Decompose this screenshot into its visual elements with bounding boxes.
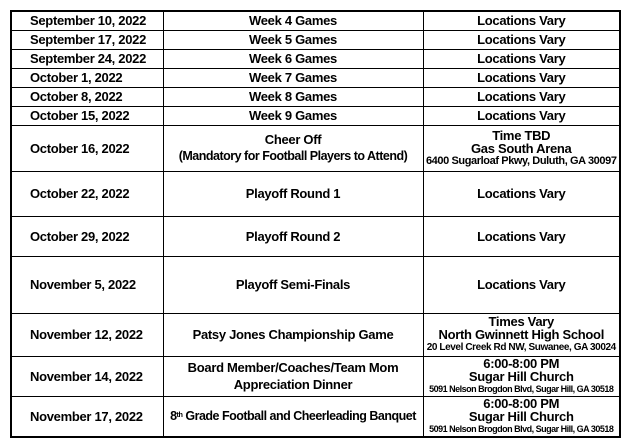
location-line: 6:00-8:00 PM: [483, 355, 560, 371]
date-cell: November 5, 2022: [11, 256, 163, 313]
table-row: [11, 125, 620, 171]
event-line: (Mandatory for Football Players to Attend): [178, 149, 408, 163]
date-cell: November 14, 2022: [11, 356, 163, 396]
location-line: Sugar Hill Church: [468, 408, 574, 424]
table-row: [11, 87, 620, 106]
date-cell: November 17, 2022: [11, 396, 163, 437]
table-row: [11, 49, 620, 68]
table-row: [11, 256, 620, 313]
location-cell: Locations Vary: [423, 11, 620, 30]
table-row: [11, 30, 620, 49]
event-line: Board Member/Coaches/Team Mom: [187, 360, 399, 375]
table-row: [11, 68, 620, 87]
schedule-table: [10, 10, 621, 438]
event-cell: [163, 396, 423, 437]
location-cell: Locations Vary: [423, 30, 620, 49]
event-cell: Week 4 Games: [163, 11, 423, 30]
date-cell: October 8, 2022: [11, 87, 163, 106]
event-cell: Patsy Jones Championship Game: [163, 313, 423, 356]
event-cell: Playoff Round 1: [163, 171, 423, 216]
date-cell: September 17, 2022: [11, 30, 163, 49]
event-cell: Week 9 Games: [163, 106, 423, 125]
date-cell: October 15, 2022: [11, 106, 163, 125]
table-row: [11, 356, 620, 396]
event-cell: [163, 356, 423, 396]
table-row: [11, 313, 620, 356]
date-cell: September 24, 2022: [11, 49, 163, 68]
location-address: 6400 Sugarloaf Pkwy, Duluth, GA 30097: [425, 154, 617, 167]
location-address: 5091 Nelson Brogdon Blvd, Sugar Hill, GA 30518: [429, 423, 614, 434]
ordinal-suffix: th: [176, 409, 183, 419]
location-cell: Locations Vary: [423, 68, 620, 87]
location-line: Gas South Arena: [471, 140, 572, 156]
event-text: 8: [170, 409, 177, 423]
table-row: [11, 106, 620, 125]
location-line: Times Vary: [488, 314, 554, 329]
event-cell: Week 5 Games: [163, 30, 423, 49]
location-line: Sugar Hill Church: [468, 368, 574, 384]
location-line: North Gwinnett High School: [438, 327, 605, 342]
location-cell: Locations Vary: [423, 49, 620, 68]
date-cell: October 16, 2022: [11, 125, 163, 171]
event-cell: Week 7 Games: [163, 68, 423, 87]
date-cell: November 12, 2022: [11, 313, 163, 356]
location-cell: Locations Vary: [423, 171, 620, 216]
table-row: [11, 396, 620, 437]
event-line: Cheer Off: [264, 132, 322, 147]
location-cell: [423, 356, 620, 396]
location-line: 6:00-8:00 PM: [483, 395, 560, 411]
location-address: 5091 Nelson Brogdon Blvd, Sugar Hill, GA 30518: [429, 383, 614, 394]
event-cell: Playoff Round 2: [163, 216, 423, 256]
event-cell: Week 6 Games: [163, 49, 423, 68]
date-cell: September 10, 2022: [11, 11, 163, 30]
location-line: Time TBD: [492, 127, 551, 143]
location-cell: Locations Vary: [423, 256, 620, 313]
date-cell: October 1, 2022: [11, 68, 163, 87]
event-text: Grade Football and Cheerleading Banquet: [182, 409, 416, 423]
event-cell: [163, 125, 423, 171]
table-row: [11, 11, 620, 30]
date-cell: October 22, 2022: [11, 171, 163, 216]
table-row: [11, 216, 620, 256]
event-cell: Week 8 Games: [163, 87, 423, 106]
date-cell: October 29, 2022: [11, 216, 163, 256]
location-address: 20 Level Creek Rd NW, Suwanee, GA 30024: [426, 342, 616, 353]
location-cell: [423, 125, 620, 171]
table-row: [11, 171, 620, 216]
event-line: Appreciation Dinner: [233, 377, 353, 392]
location-cell: Locations Vary: [423, 106, 620, 125]
event-cell: Playoff Semi-Finals: [163, 256, 423, 313]
location-cell: [423, 313, 620, 356]
location-cell: Locations Vary: [423, 87, 620, 106]
location-cell: Locations Vary: [423, 216, 620, 256]
location-cell: [423, 396, 620, 437]
